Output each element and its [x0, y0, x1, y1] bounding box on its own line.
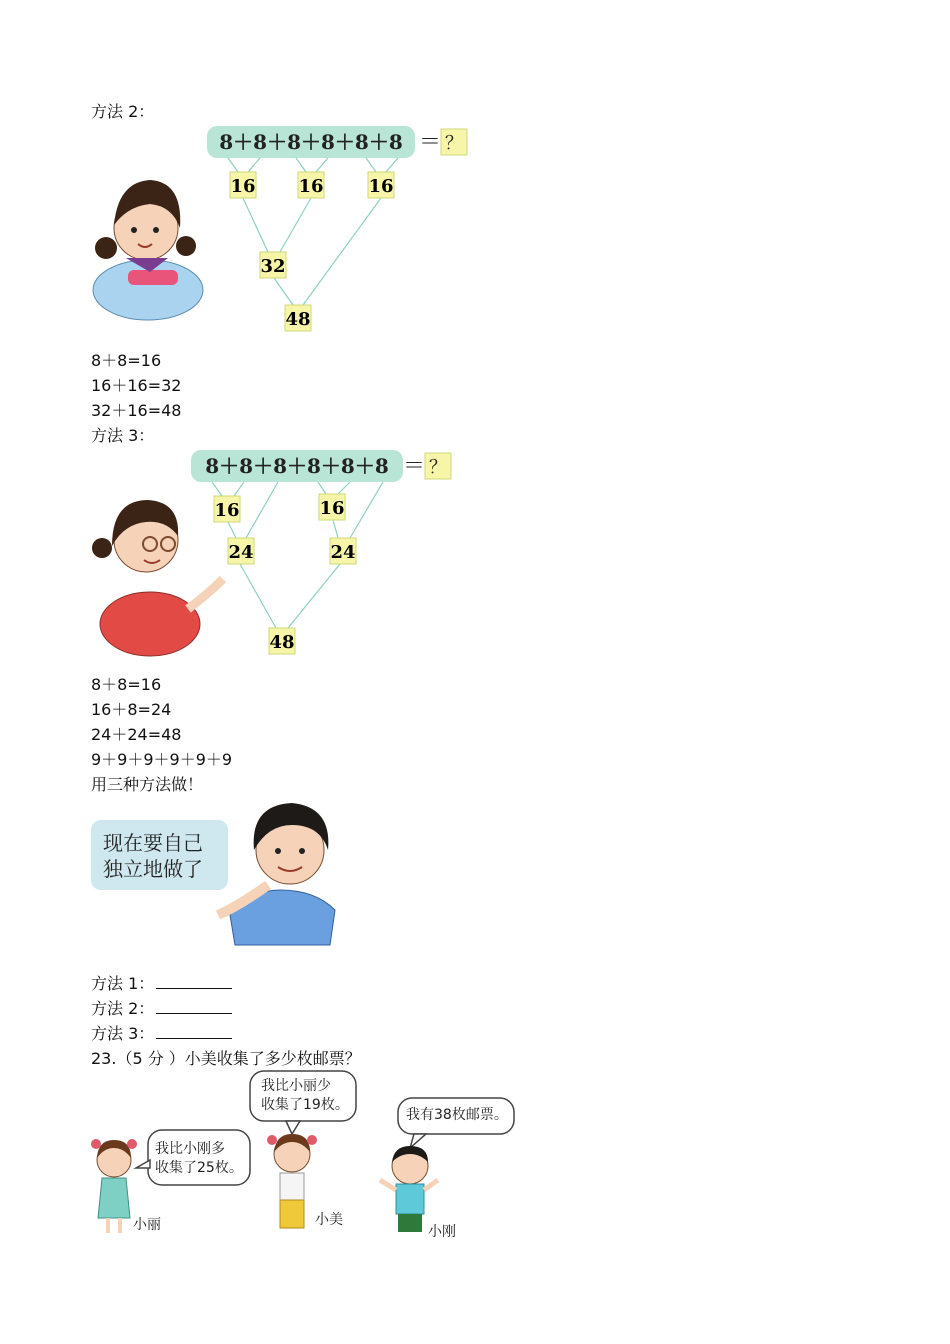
xiaogang-bubble-line: 我有38枚邮票。: [406, 1107, 508, 1123]
method3-figure: [88, 444, 488, 664]
xiaomei-figure: [267, 1134, 317, 1228]
method3-tree-node: [228, 538, 254, 564]
xiaoli-bubble-line: 我比小刚多: [155, 1141, 225, 1157]
answer-label: 方法 2：: [91, 999, 155, 1018]
answer-blank[interactable]: [156, 974, 232, 989]
xiaomei-bubble-line: 收集了19枚。: [261, 1097, 349, 1113]
svg-text:16: 16: [298, 176, 324, 197]
svg-text:24: 24: [330, 542, 356, 563]
speech-bubble: [91, 820, 228, 890]
method2-tree-node: [298, 172, 324, 198]
exercise-prompt: 用三种方法做！: [91, 775, 204, 794]
method2-tree-node: [285, 305, 311, 331]
method3-step-1: 8＋8=16: [91, 675, 162, 694]
answer-blank[interactable]: [156, 1024, 232, 1039]
svg-text:16: 16: [214, 500, 240, 521]
svg-text:16: 16: [368, 176, 394, 197]
svg-text:32: 32: [260, 256, 286, 277]
method3-girl-illustration: [92, 500, 223, 656]
method2-tree-node: [368, 172, 394, 198]
exercise-expression: 9＋9＋9＋9＋9＋9: [91, 750, 233, 769]
svg-text:48: 48: [269, 632, 295, 653]
answer-line-1: [91, 974, 232, 994]
method2-tree-node: [260, 252, 286, 278]
method3-heading: 方法 3：: [91, 426, 155, 445]
method2-girl-illustration: [93, 180, 203, 320]
answer-line-3: [91, 1024, 232, 1044]
method2-question-mark: ？: [445, 133, 463, 154]
method2-step-3: 32＋16=48: [91, 401, 182, 420]
method3-expression: 8＋8＋8＋8＋8＋8: [205, 454, 389, 478]
method3-tree-node: [330, 538, 356, 564]
svg-text:24: 24: [228, 542, 254, 563]
answer-label: 方法 3：: [91, 1024, 155, 1043]
answer-label: 方法 1：: [91, 974, 155, 993]
method3-question-mark: ？: [429, 457, 447, 478]
speech-bubble-line: 独立地做了: [103, 857, 203, 881]
method2-step-1: 8＋8=16: [91, 351, 162, 370]
answer-blank[interactable]: [156, 999, 232, 1014]
method2-heading: 方法 2：: [91, 102, 155, 121]
method3-tree-node: [269, 628, 295, 654]
xiaoli-figure: [91, 1139, 137, 1233]
method2-tree-node: [230, 172, 256, 198]
method2-figure: [88, 120, 488, 340]
method3-tree-node: [214, 496, 240, 522]
method3-equals: ＝: [402, 454, 426, 479]
name-xiaogang: 小刚: [428, 1224, 456, 1240]
method3-step-2: 16＋8=24: [91, 700, 172, 719]
name-xiaoli: 小丽: [133, 1217, 161, 1233]
method3-step-3: 24＋24=48: [91, 725, 182, 744]
method3-tree-node: [319, 494, 345, 520]
method2-equals: ＝: [418, 130, 442, 155]
method2-step-2: 16＋16=32: [91, 376, 182, 395]
answer-line-2: [91, 999, 232, 1019]
svg-text:16: 16: [230, 176, 256, 197]
xiaogang-figure: [380, 1146, 438, 1232]
svg-text:48: 48: [285, 309, 311, 330]
xiaoli-bubble-line: 收集了25枚。: [155, 1160, 243, 1176]
question-23-title: 23.（5 分 ）小美收集了多少枚邮票？: [91, 1049, 361, 1068]
speech-bubble-line: 现在要自己: [103, 831, 203, 855]
xiaomei-bubble-line: 我比小丽少: [261, 1078, 331, 1094]
method2-expression: 8＋8＋8＋8＋8＋8: [219, 130, 403, 154]
svg-text:16: 16: [319, 498, 345, 519]
boy-illustration: [210, 795, 350, 950]
name-xiaomei: 小美: [315, 1212, 343, 1228]
